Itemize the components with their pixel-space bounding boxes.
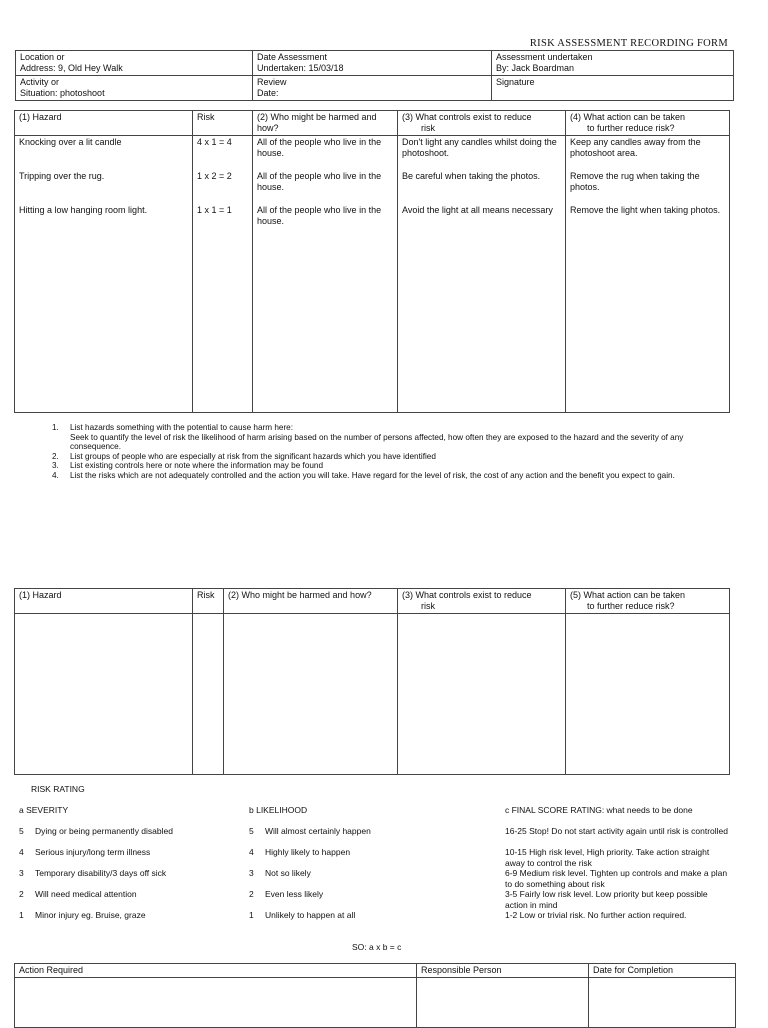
header-controls: (3) What controls exist to reduce risk bbox=[398, 589, 566, 614]
severity-title: a SEVERITY bbox=[19, 805, 69, 815]
risk-column: 4 x 1 = 4 1 x 2 = 2 1 x 1 = 1 bbox=[193, 136, 253, 413]
list-item: 5 Dying or being permanently disabled bbox=[19, 826, 173, 836]
signature-cell: Signature bbox=[492, 76, 734, 101]
header-action: (4) What action can be taken to further reduce risk? bbox=[566, 111, 730, 136]
header-risk: Risk bbox=[193, 111, 253, 136]
list-item: 10-15 High risk level, High priority. Take action straight away to control the risk bbox=[505, 847, 710, 868]
header-responsible-person: Responsible Person bbox=[417, 964, 589, 978]
formula: SO: a x b = c bbox=[352, 942, 402, 952]
action-required-input[interactable] bbox=[15, 978, 417, 1028]
list-item: 2 Even less likely bbox=[249, 889, 324, 899]
form-title: RISK ASSESSMENT RECORDING FORM bbox=[529, 38, 728, 49]
header-hazard: (1) Hazard bbox=[15, 589, 193, 614]
list-item: 3-5 Fairly low risk level. Low priority but keep possible action in mind bbox=[505, 889, 708, 910]
date-completion-input[interactable] bbox=[589, 978, 736, 1028]
controls-input-cell[interactable] bbox=[398, 614, 566, 775]
list-item: 1 Minor injury eg. Bruise, graze bbox=[19, 910, 146, 920]
list-item: 5 Will almost certainly happen bbox=[249, 826, 371, 836]
header-controls: (3) What controls exist to reduce risk bbox=[398, 111, 566, 136]
hazard-column bbox=[15, 136, 193, 413]
likelihood-title: b LIKELIHOOD bbox=[249, 805, 308, 815]
header-risk: Risk bbox=[193, 589, 224, 614]
hazard-input-cell[interactable] bbox=[15, 614, 193, 775]
final-score-list bbox=[505, 826, 730, 931]
list-item: 4 Serious injury/long term illness bbox=[19, 847, 151, 857]
likelihood-list bbox=[249, 826, 469, 931]
who-column: All of the people who live in the house. All of the people who live in the house. All of the people who live in the house. bbox=[253, 136, 398, 413]
list-item: 1-2 Low or trivial risk. No further action required. bbox=[505, 910, 687, 920]
hazard-table-2 bbox=[14, 588, 730, 775]
list-item: 1. List hazards something with the potential to cause harm here: bbox=[52, 423, 294, 432]
list-item: 4. List the risks which are not adequately controlled and the action you will take. Have regard for the level of risk, the cost of any action and the benefit you expect to gain. bbox=[52, 470, 675, 480]
hazard-table-1 bbox=[14, 110, 730, 413]
final-score-title: c FINAL SCORE RATING: what needs to be done bbox=[505, 805, 693, 815]
info-table bbox=[15, 50, 734, 101]
controls-column: Don't light any candles whilst doing the photoshoot. Be careful when taking the photos. Avoid the light at all means necessary bbox=[398, 136, 566, 413]
who-input-cell[interactable] bbox=[224, 614, 398, 775]
header-action: (5) What action can be taken to further reduce risk? bbox=[566, 589, 730, 614]
action-column: Keep any candles away from the photoshoot area. Remove the rug when taking the photos. Remove the light when taking photos. bbox=[566, 136, 730, 413]
location-cell: Location or Address: 9, Old Hey Walk bbox=[16, 51, 253, 76]
header-who: (2) Who might be harmed and how? bbox=[224, 589, 398, 614]
action-table bbox=[14, 963, 736, 1028]
list-item: 3 Not so likely bbox=[249, 868, 311, 878]
assessor-cell: Assessment undertaken By: Jack Boardman bbox=[492, 51, 734, 76]
header-date-completion: Date for Completion bbox=[589, 964, 736, 978]
list-item: Seek to quantify the level of risk the likelihood of harm arising based on the number of persons affected, how often they are exposed to the hazard and the severity of any consequence. bbox=[70, 432, 684, 451]
list-item: 4 Highly likely to happen bbox=[249, 847, 351, 857]
header-who: (2) Who might be harmed and how? bbox=[253, 111, 398, 136]
list-item: 16-25 Stop! Do not start activity again until risk is controlled bbox=[505, 826, 728, 836]
instructions-list bbox=[52, 423, 732, 480]
list-item: 6-9 Medium risk level. Tighten up controls and make a plan to do something about risk bbox=[505, 868, 728, 889]
list-item: 3. List existing controls here or note where the information may be found bbox=[52, 461, 324, 470]
list-item: 3 Temporary disability/3 days off sick bbox=[19, 868, 167, 878]
header-hazard: (1) Hazard bbox=[15, 111, 193, 136]
severity-list bbox=[19, 826, 239, 931]
responsible-person-input[interactable] bbox=[417, 978, 589, 1028]
activity-cell: Activity or Situation: photoshoot bbox=[16, 76, 253, 101]
header-action-required: Action Required bbox=[15, 964, 417, 978]
risk-rating-title: RISK RATING bbox=[31, 784, 85, 794]
table-row: Knocking over a lit candle bbox=[19, 137, 122, 147]
table-row: Hitting a low hanging room light. bbox=[19, 205, 148, 215]
action-input-cell[interactable] bbox=[566, 614, 730, 775]
list-item: 2 Will need medical attention bbox=[19, 889, 137, 899]
table-row: Tripping over the rug. bbox=[19, 171, 105, 181]
review-cell: Review Date: bbox=[253, 76, 492, 101]
list-item: 2. List groups of people who are especially at risk from the significant hazards which you have identified bbox=[52, 451, 436, 461]
risk-input-cell[interactable] bbox=[193, 614, 224, 775]
date-assessment-cell: Date Assessment Undertaken: 15/03/18 bbox=[253, 51, 492, 76]
list-item: 1 Unlikely to happen at all bbox=[249, 910, 356, 920]
